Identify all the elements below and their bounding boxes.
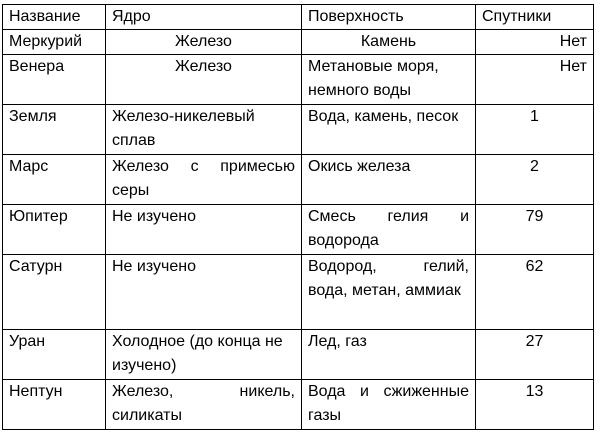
planet-satellites: Нет [476, 55, 594, 105]
planet-surface: Смесь гелия и водорода [302, 205, 476, 255]
planet-name: Марс [3, 155, 106, 205]
table-row [3, 380, 594, 430]
planet-core: Холодное (до конца не изучено) [106, 330, 302, 380]
table-row [3, 105, 594, 155]
planets-table [2, 4, 594, 430]
planet-surface: Окись железа [302, 155, 476, 205]
planet-satellites: 13 [476, 380, 594, 430]
planet-surface: Вода и сжиженные газы [302, 380, 476, 430]
table-row [3, 205, 594, 255]
planet-satellites: 1 [476, 105, 594, 155]
planet-satellites: 27 [476, 330, 594, 380]
header-surface: Поверхность [302, 5, 476, 30]
header-satellites: Спутники [476, 5, 594, 30]
header-name: Название [3, 5, 106, 30]
planet-satellites: 62 [476, 255, 594, 330]
planet-name: Уран [3, 330, 106, 380]
planet-core: Железо [106, 30, 302, 55]
header-core: Ядро [106, 5, 302, 30]
planet-satellites: 2 [476, 155, 594, 205]
planet-satellites: 79 [476, 205, 594, 255]
planet-core: Железо с примесью серы [106, 155, 302, 205]
planet-core: Не изучено [106, 255, 302, 330]
planet-name: Нептун [3, 380, 106, 430]
planet-name: Сатурн [3, 255, 106, 330]
planet-surface: Вода, камень, песок [302, 105, 476, 155]
table-row [3, 330, 594, 380]
planet-name: Венера [3, 55, 106, 105]
table-row [3, 30, 594, 55]
planet-surface: Лед, газ [302, 330, 476, 380]
planet-surface: Метановые моря, немного воды [302, 55, 476, 105]
table-row [3, 255, 594, 330]
planet-surface: Камень [302, 30, 476, 55]
planet-core: Железо [106, 55, 302, 105]
table-row [3, 155, 594, 205]
planet-core: Не изучено [106, 205, 302, 255]
planet-name: Земля [3, 105, 106, 155]
planet-surface: Водород, гелий, вода, метан, аммиак [302, 255, 476, 330]
planet-core: Железо-никелевый сплав [106, 105, 302, 155]
table-header-row [3, 5, 594, 30]
table-row [3, 55, 594, 105]
planet-satellites: Нет [476, 30, 594, 55]
planet-name: Юпитер [3, 205, 106, 255]
planet-name: Меркурий [3, 30, 106, 55]
planet-core: Железо, никель, силикаты [106, 380, 302, 430]
